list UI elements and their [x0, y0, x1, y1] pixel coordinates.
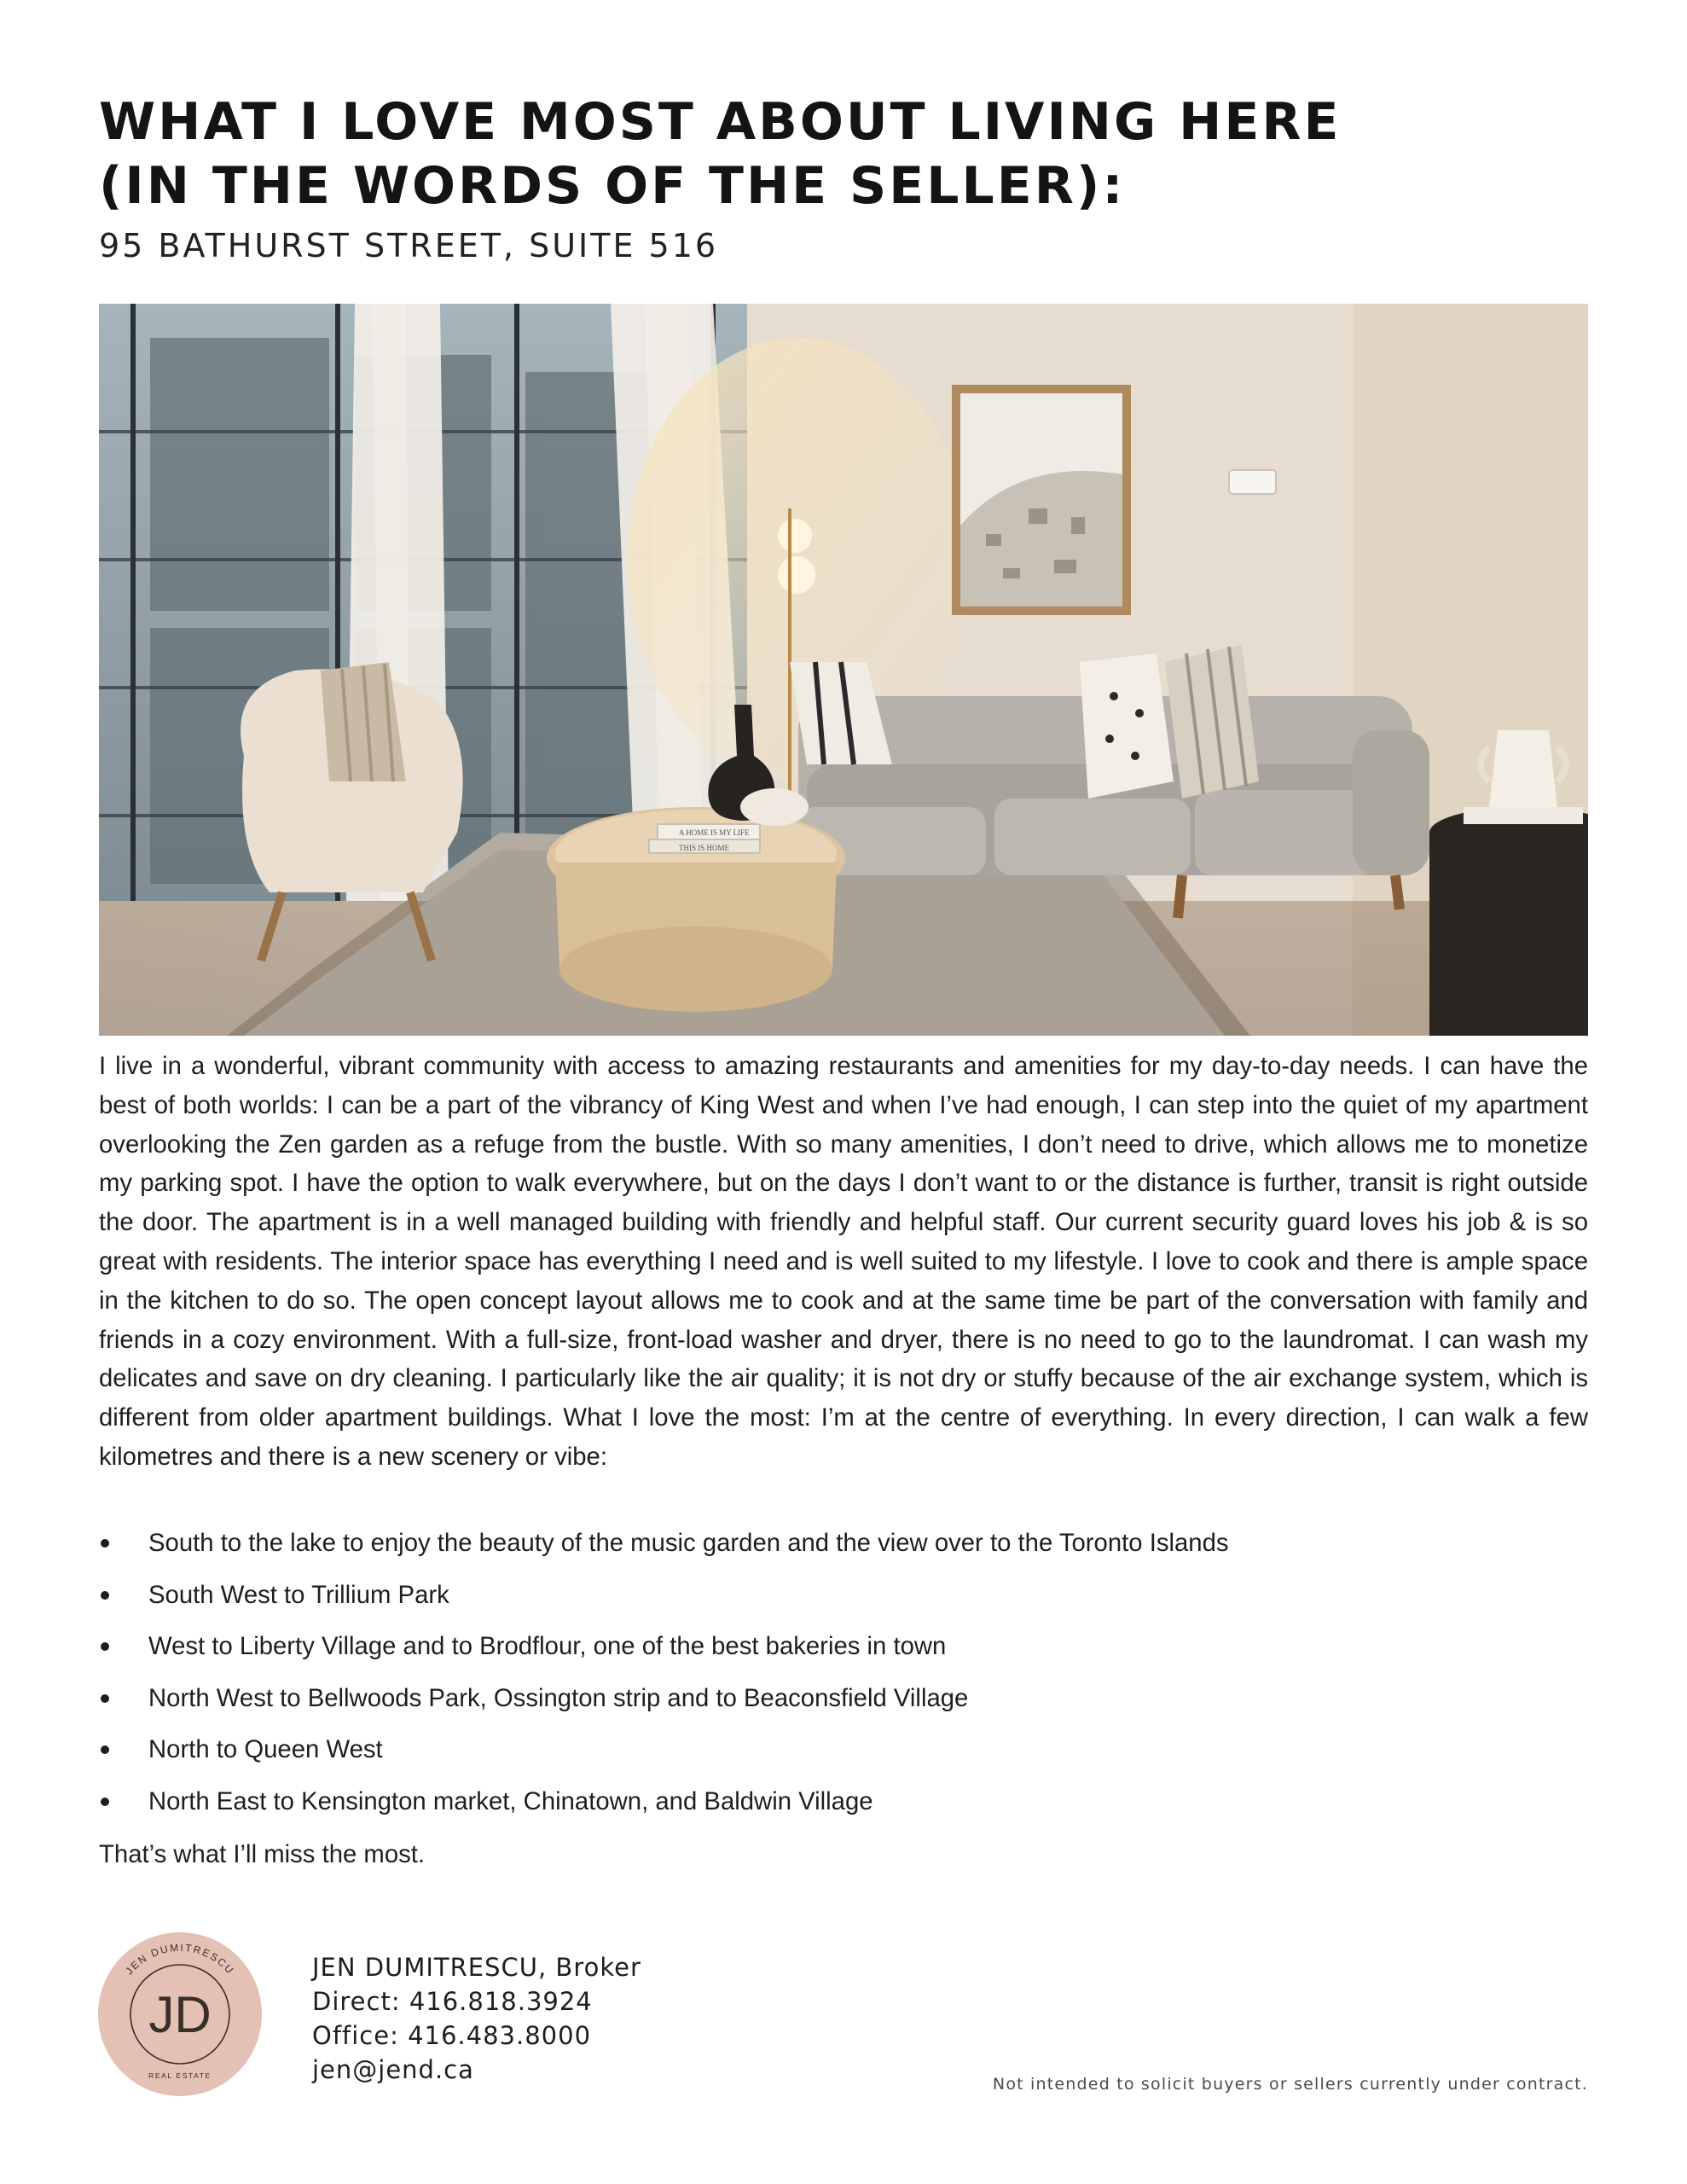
- title-line-1: WHAT I LOVE MOST ABOUT LIVING HERE: [99, 92, 1342, 152]
- list-item-text: South West to Trillium Park: [148, 1580, 449, 1609]
- bullet-icon: [101, 1591, 109, 1600]
- list-item-text: South to the lake to enjoy the beauty of the music garden and the view over to the Toronto Islands: [148, 1529, 1229, 1557]
- logo-ring-text: JEN DUMITRESCU: [123, 1941, 237, 1978]
- list-item: [99, 1730, 1588, 1782]
- list-item-text: West to Liberty Village and to Brodflour, one of the best bakeries in town: [148, 1632, 947, 1660]
- list-item-text: North to Queen West: [148, 1735, 383, 1763]
- list-item-text: North West to Bellwoods Park, Ossington strip and to Beaconsfield Village: [148, 1683, 969, 1712]
- bullet-icon: [101, 1798, 109, 1806]
- logo-monogram: JD: [148, 1986, 212, 2043]
- logo-subtext: REAL ESTATE: [148, 2071, 212, 2080]
- agent-contact-block: [312, 1950, 641, 2087]
- list-item: [99, 1679, 1588, 1731]
- bullet-icon: [101, 1642, 109, 1651]
- direct-phone: Direct: 416.818.3924: [312, 1987, 593, 2016]
- book-spine-text-2: THIS IS HOME: [679, 844, 730, 852]
- page-title: [99, 90, 1378, 218]
- list-item: [99, 1627, 1588, 1679]
- list-item: [99, 1576, 1588, 1628]
- living-room-photo: [99, 304, 1588, 1036]
- legal-disclaimer: Not intended to solicit buyers or sellers currently under contract.: [992, 2075, 1588, 2094]
- brokerage-logo: [97, 1931, 263, 2097]
- book-spine-text-1: A HOME IS MY LIFE: [679, 828, 750, 837]
- title-line-2: (IN THE WORDS OF THE SELLER):: [99, 156, 1126, 216]
- bullet-icon: [101, 1539, 109, 1548]
- agent-email: jen@jend.ca: [312, 2055, 474, 2084]
- bullet-icon: [101, 1694, 109, 1703]
- agent-name: JEN DUMITRESCU, Broker: [312, 1953, 641, 1982]
- seller-testimonial-paragraph: I live in a wonderful, vibrant community with access to amazing restaurants and amenities for my day-to-day needs. I can have the best of both worlds: I can be a part of the vibrancy of King West and when I’ve had enough, I can step into the quiet of my apartment overlooking the Zen garden as a refuge from the bustle. With so many amenities, I don’t need to drive, which allows me to monetize my parking spot. I have the option to walk everywhere, but on the days I don’t want to or the distance is further, transit is right outside the door. The apartment is in a well managed building with friendly and helpful staff. Our current security guard loves his job & is so great with residents. The interior space has everything I need and is well suited to my lifestyle. I love to cook and there is ample space in the kitchen to do so. The open concept layout allows me to cook and at the same time be part of the conversation with family and friends in a cozy environment. With a full-size, front-load washer and dryer, there is no need to go to the laundromat. I can wash my delicates and save on dry cleaning. I particularly like the air quality; it is not dry or stuffy because of the air exchange system, which is different from older apartment buildings. What I love the most: I’m at the centre of everything. In every direction, I can walk a few kilometres and there is a new scenery or vibe:: [99, 1052, 1588, 1471]
- closing-line: That’s what I’ll miss the most.: [99, 1840, 426, 1868]
- list-item: [99, 1524, 1588, 1576]
- list-item: [99, 1782, 1588, 1834]
- neighborhood-list: [99, 1524, 1588, 1833]
- office-phone: Office: 416.483.8000: [312, 2021, 592, 2050]
- bullet-icon: [101, 1745, 109, 1754]
- list-item-text: North East to Kensington market, Chinatown, and Baldwin Village: [148, 1786, 873, 1815]
- property-address: 95 BATHURST STREET, SUITE 516: [99, 227, 719, 264]
